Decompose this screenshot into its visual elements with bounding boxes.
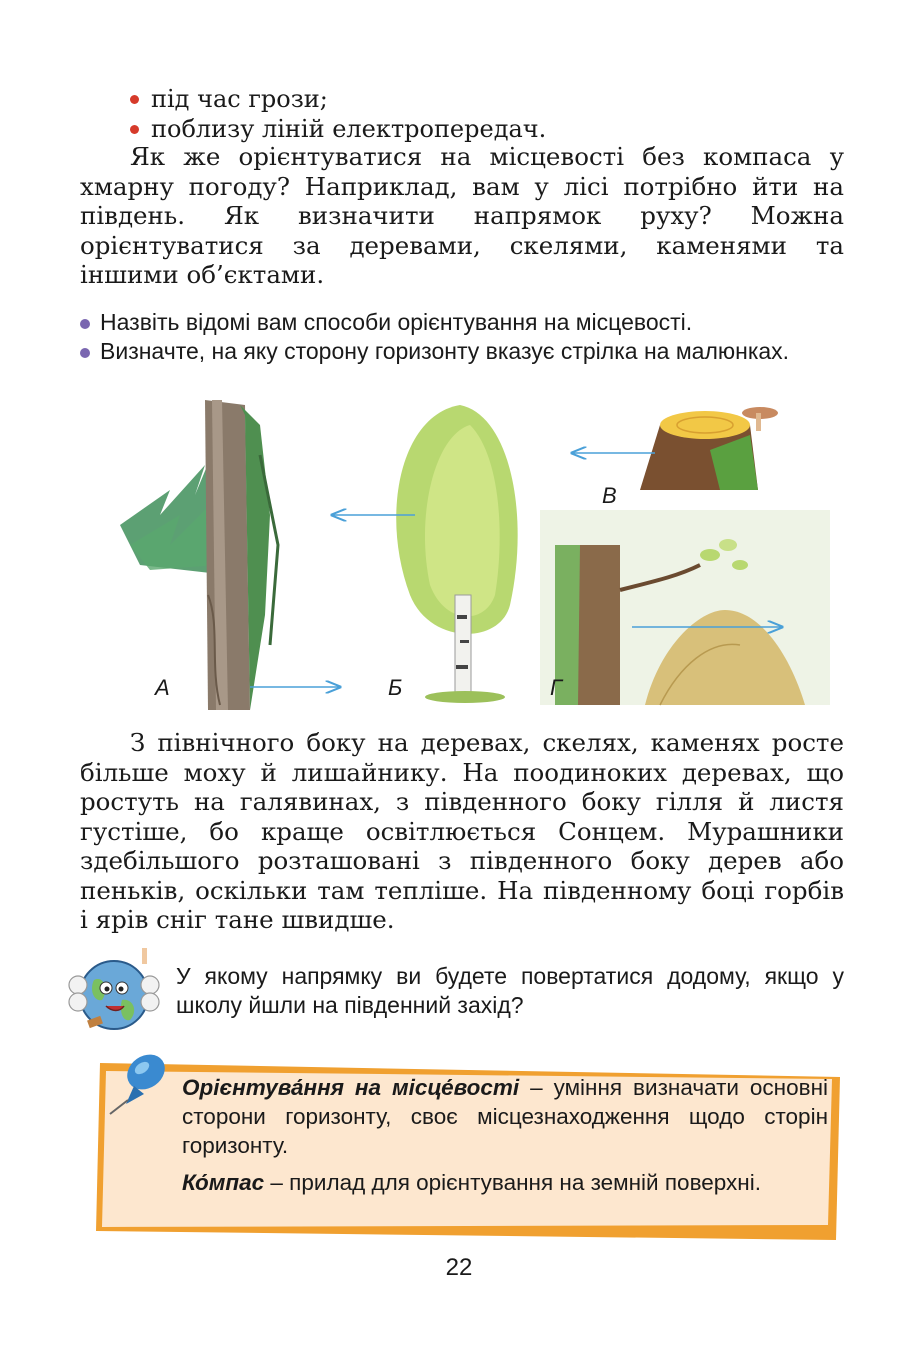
purple-bullet-icon bbox=[80, 319, 90, 329]
question-text: У якому напрямку ви будете повертатися додому, якщо у школу йшли на південний захід? bbox=[176, 963, 844, 1018]
task-text: Назвіть відомі вам способи орієнтування на місцевості. bbox=[100, 309, 693, 335]
definition-term: Орієнтува́ння на місце́вості bbox=[182, 1075, 520, 1100]
definition-item bbox=[182, 1073, 828, 1160]
stump-illustration bbox=[640, 407, 778, 490]
bullet-text: під час грози; bbox=[151, 85, 328, 113]
definition-dash: – bbox=[519, 1075, 554, 1100]
figure-label-v: В bbox=[602, 483, 617, 508]
red-bullet-icon bbox=[130, 125, 139, 134]
illustrations-svg bbox=[100, 395, 840, 715]
globe-mascot-icon bbox=[64, 940, 164, 1040]
task-item bbox=[80, 337, 844, 366]
paragraph-text: З північного боку на деревах, скелях, каменях росте більше моху й лишайнику. На поодиноких деревах, що ростуть на галявинах, з південного боку гілля й листя густіше, бо краще освітлюється Сонцем. Мурашники здебільшого розташовані з південного боку дерев або пеньків, оскільки там тепліше. На південному боці горбів і ярів сніг тане швидше. bbox=[80, 728, 844, 934]
bullet-list-top bbox=[130, 84, 546, 144]
definition-text: уміння визначати основні сторони горизонту, своє місцезнаходження щодо сторін горизонту. bbox=[182, 1075, 829, 1158]
paragraph-intro bbox=[80, 142, 844, 290]
bullet-item bbox=[130, 84, 546, 114]
bullet-text: поблизу ліній електропередач. bbox=[151, 115, 547, 143]
orientation-illustrations bbox=[100, 395, 840, 715]
definitions bbox=[182, 1073, 828, 1205]
task-text: Визначте, на яку сторону горизонту вказує стрілка на малюнках. bbox=[100, 338, 790, 364]
purple-bullet-icon bbox=[80, 348, 90, 358]
anthill-illustration bbox=[540, 510, 830, 705]
definition-dash: – bbox=[264, 1170, 290, 1195]
figure-label-a: А bbox=[155, 675, 170, 700]
task-item bbox=[80, 308, 844, 337]
red-bullet-icon bbox=[130, 95, 139, 104]
definition-item bbox=[182, 1168, 828, 1197]
birch-tree-illustration bbox=[396, 405, 517, 703]
paragraph-text: Як же орієнтуватися на місцевості без компаса у хмарну погоду? Наприклад, вам у лісі потрібно йти на південь. Як визначити напрямок руху? Можна орієнтуватися за деревами, скелями, каменями та іншими об’єктами. bbox=[80, 142, 844, 289]
task-list bbox=[80, 308, 844, 366]
pushpin-icon bbox=[96, 1044, 176, 1124]
question-block bbox=[176, 962, 844, 1020]
definition-term: Ко́мпас bbox=[182, 1170, 265, 1195]
figure-label-b: Б bbox=[388, 675, 403, 700]
spruce-tree-illustration bbox=[120, 400, 278, 710]
figure-label-g: Г bbox=[550, 675, 562, 700]
bullet-item bbox=[130, 114, 546, 144]
paragraph-signs bbox=[80, 728, 844, 935]
page-number: 22 bbox=[445, 1254, 473, 1281]
definition-text: прилад для орієнтування на земній поверхні. bbox=[289, 1170, 761, 1195]
